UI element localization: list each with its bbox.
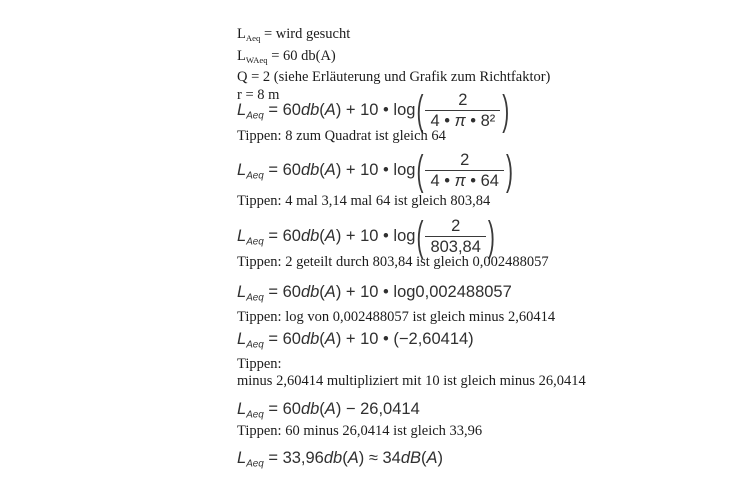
text-segment: • 64 [465,172,499,190]
step-note-2: Tippen: 4 mal 3,14 mal 64 ist gleich 803,84 [237,193,491,209]
text-segment: = wird gesucht [260,26,351,42]
text-segment: A [324,226,336,245]
step-note-1: Tippen: 8 zum Quadrat ist gleich 64 [237,128,446,144]
step-note-5-line2: minus 2,60414 multipliziert mit 10 ist gleich minus 26,0414 [237,373,586,389]
text-segment: = 60 [263,160,301,179]
text-segment: ( [421,449,427,467]
text-segment: L [237,47,246,64]
fraction [425,151,504,191]
text-segment: L [237,160,247,179]
right-paren: ) [502,88,510,134]
text-segment: db [300,160,320,179]
formula-lead [237,161,415,181]
text-segment: L [237,400,247,418]
subscript: Aeq [246,458,264,470]
numerator: 2 [458,91,468,109]
text-segment: Q = 2 (siehe Erläuterung und Grafik zum Richtfaktor) [237,69,551,86]
left-paren: ( [416,88,424,134]
left-paren: ( [416,148,424,194]
text-segment: ) + 10 • log [335,100,416,119]
numerator: 2 [451,217,461,235]
text-segment: ( [319,160,325,179]
formula-result [237,447,443,475]
step-note-5-line1: Tippen: [237,356,282,372]
right-paren: ) [487,214,495,260]
formula-step-4 [237,281,512,309]
text-segment: db [300,226,320,245]
text-segment: ) + 10 • log0,002488057 [335,283,512,301]
text-segment: ) ≈ 34 [358,449,401,467]
subscript: Aeq [246,170,264,182]
subscript: Aeq [246,236,264,248]
text-segment: ( [319,283,325,301]
step-note-4: Tippen: log von 0,002488057 ist gleich minus 2,60414 [237,309,556,325]
formula-step-2 [237,148,514,194]
text-segment: = 60 [263,283,301,301]
denominator [425,170,504,191]
text-segment: = 60 [263,330,301,348]
subscript: Aeq [245,33,261,44]
subscript: Aeq [246,339,264,351]
text-segment: L [237,26,246,42]
text-segment: db [300,330,320,348]
formula-lead [237,101,415,121]
text-segment: dB [400,449,422,467]
text-segment: db [300,283,320,301]
text-segment: A [324,283,336,301]
subscript: Aeq [246,110,264,122]
subscript: Aeq [246,292,264,304]
text-segment: = 60 db(A) [267,47,336,64]
text-segment: A [347,449,359,467]
text-segment: L [237,330,247,348]
text-segment: db [300,100,320,119]
text-segment: L [237,226,247,245]
formula-step-5 [237,328,474,356]
text-segment: A [324,330,336,348]
fraction [425,217,485,257]
text-segment: 4 • [430,112,455,130]
text-segment: ( [319,226,325,245]
text-segment: = 60 [263,400,301,418]
given-line-lwaeq [237,48,550,70]
text-segment: L [237,283,247,301]
text-segment: = 60 [263,226,301,245]
text-segment: • 8² [465,112,496,130]
left-paren: ( [416,214,424,260]
text-segment: r = 8 m [237,86,280,103]
given-line-q [237,69,550,87]
text-segment: ) + 10 • log [335,226,416,245]
text-segment: ) + 10 • (−2,60414) [335,330,474,348]
text-segment: = 33,96 [263,449,324,467]
text-segment: L [237,449,247,467]
subscript: Aeq [246,409,264,421]
text-segment: A [324,160,336,179]
step-note-6: Tippen: 60 minus 26,0414 ist gleich 33,96 [237,423,483,439]
text-segment: ( [319,400,325,418]
text-segment: ) [437,449,444,467]
text-segment: A [324,400,336,418]
text-segment: A [426,449,438,467]
text-segment: db [323,449,343,467]
formula-lead [237,227,415,247]
text-segment: 4 • [430,172,455,190]
step-note-3: Tippen: 2 geteilt durch 803,84 ist gleich 0,002488057 [237,254,549,270]
text-segment: π [454,112,466,130]
formula-step-1 [237,88,510,134]
text-segment: π [454,172,466,190]
text-segment: db [300,400,320,418]
subscript: WAeq [245,54,268,65]
text-segment: = 60 [263,100,301,119]
text-segment: ) + 10 • log [335,160,416,179]
text-segment: 803,84 [430,238,481,256]
text-segment: L [237,100,247,119]
text-segment: A [324,100,336,119]
numerator: 2 [460,151,470,169]
text-segment: ( [319,100,325,119]
fraction [425,91,500,131]
given-line-laeq [237,26,550,48]
formula-step-3 [237,214,496,260]
text-segment: ) − 26,0414 [335,400,420,418]
text-segment: ( [319,330,325,348]
text-segment: ( [342,449,348,467]
right-paren: ) [505,148,513,194]
